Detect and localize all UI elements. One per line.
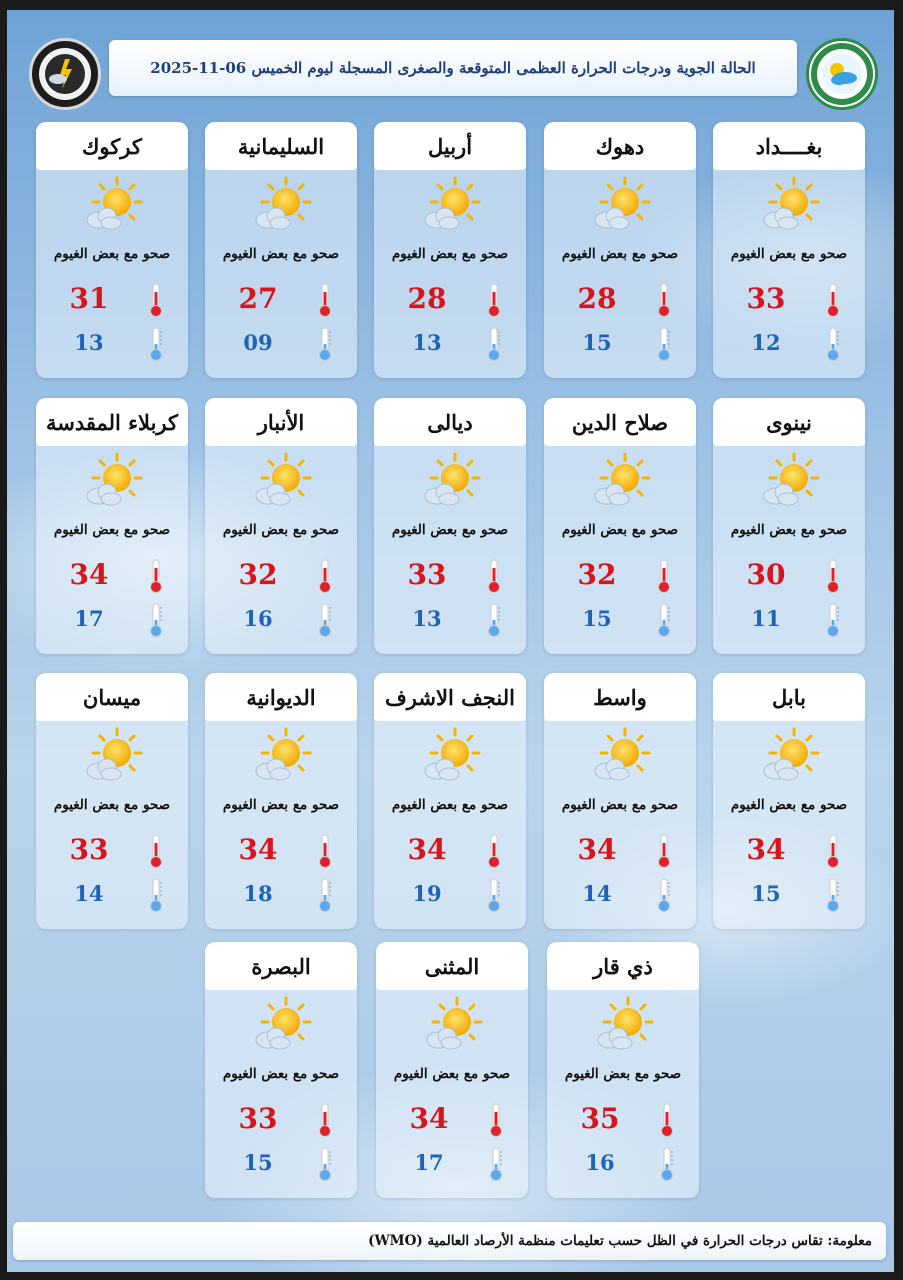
city-name-header xyxy=(376,942,528,990)
partly-cloudy-icon xyxy=(594,996,654,1054)
weather-condition: صحو مع بعض الغيوم xyxy=(53,797,171,813)
thermometer-hot-icon xyxy=(656,558,672,594)
thermometer-cold-icon xyxy=(317,1146,333,1182)
min-temperature: 16 xyxy=(243,606,273,631)
weather-condition: صحو مع بعض الغيوم xyxy=(222,246,340,262)
min-temperature: 13 xyxy=(412,330,442,355)
city-card xyxy=(713,673,865,929)
thermometer-hot-icon xyxy=(317,833,333,869)
max-temperature: 27 xyxy=(238,282,278,315)
city-name-header xyxy=(205,673,357,721)
max-temperature: 34 xyxy=(407,833,447,866)
min-temperature: 17 xyxy=(414,1150,444,1175)
thermometer-cold-icon xyxy=(486,326,502,362)
thermometer-cold-icon xyxy=(488,1146,504,1182)
min-temperature: 16 xyxy=(585,1150,615,1175)
city-name-header xyxy=(374,398,526,446)
weather-condition: صحو مع بعض الغيوم xyxy=(391,522,509,538)
thermometer-cold-icon xyxy=(656,602,672,638)
thermometer-cold-icon xyxy=(656,877,672,913)
city-card xyxy=(36,673,188,929)
weather-condition: صحو مع بعض الغيوم xyxy=(222,522,340,538)
min-temperature: 18 xyxy=(243,881,273,906)
weather-condition: صحو مع بعض الغيوم xyxy=(561,246,679,262)
city-name: السليمانية xyxy=(237,133,325,159)
city-name: الأنبار xyxy=(257,409,305,435)
city-name-header xyxy=(205,122,357,170)
partly-cloudy-icon xyxy=(252,727,312,785)
city-card xyxy=(713,398,865,654)
city-name: صلاح الدين xyxy=(571,409,669,435)
thermometer-hot-icon xyxy=(317,558,333,594)
partly-cloudy-icon xyxy=(83,727,143,785)
info-note-bar xyxy=(13,1222,886,1260)
max-temperature: 33 xyxy=(69,833,109,866)
thermometer-cold-icon xyxy=(486,877,502,913)
city-name: كركوك xyxy=(82,133,142,159)
partly-cloudy-icon xyxy=(252,452,312,510)
city-name-header xyxy=(374,122,526,170)
max-temperature: 34 xyxy=(69,558,109,591)
max-temperature: 34 xyxy=(238,833,278,866)
max-temperature: 28 xyxy=(577,282,617,315)
thermometer-hot-icon xyxy=(486,833,502,869)
min-temperature: 13 xyxy=(412,606,442,631)
city-card xyxy=(374,673,526,929)
city-name-header xyxy=(713,673,865,721)
max-temperature: 35 xyxy=(580,1102,620,1135)
max-temperature: 33 xyxy=(746,282,786,315)
city-name: المثنى xyxy=(424,953,480,979)
partly-cloudy-icon xyxy=(252,176,312,234)
partly-cloudy-icon xyxy=(83,452,143,510)
city-name-header xyxy=(36,673,188,721)
city-card xyxy=(205,398,357,654)
city-name: البصرة xyxy=(251,953,311,979)
city-name-header xyxy=(205,942,357,990)
partly-cloudy-icon xyxy=(760,727,820,785)
weather-condition: صحو مع بعض الغيوم xyxy=(222,797,340,813)
city-name: ميسان xyxy=(82,684,142,710)
min-temperature: 15 xyxy=(751,881,781,906)
thermometer-hot-icon xyxy=(148,833,164,869)
partly-cloudy-icon xyxy=(760,452,820,510)
city-card xyxy=(36,122,188,378)
weather-condition: صحو مع بعض الغيوم xyxy=(730,246,848,262)
city-name: أربيل xyxy=(427,133,473,159)
thermometer-hot-icon xyxy=(656,282,672,318)
city-name: واسط xyxy=(593,684,647,710)
thermometer-cold-icon xyxy=(825,877,841,913)
min-temperature: 12 xyxy=(751,330,781,355)
thermometer-hot-icon xyxy=(317,282,333,318)
city-card xyxy=(205,942,357,1198)
min-temperature: 15 xyxy=(243,1150,273,1175)
city-card xyxy=(205,673,357,929)
city-card xyxy=(205,122,357,378)
city-name: ذي قار xyxy=(593,953,653,979)
weather-condition: صحو مع بعض الغيوم xyxy=(53,246,171,262)
thermometer-cold-icon xyxy=(656,326,672,362)
max-temperature: 33 xyxy=(407,558,447,591)
thermometer-cold-icon xyxy=(659,1146,675,1182)
min-temperature: 11 xyxy=(751,606,781,631)
thermometer-hot-icon xyxy=(486,558,502,594)
min-temperature: 14 xyxy=(74,881,104,906)
max-temperature: 32 xyxy=(238,558,278,591)
weather-condition: صحو مع بعض الغيوم xyxy=(391,797,509,813)
weather-condition: صحو مع بعض الغيوم xyxy=(730,797,848,813)
weather-condition: صحو مع بعض الغيوم xyxy=(391,246,509,262)
thermometer-hot-icon xyxy=(488,1102,504,1138)
meteorological-authority-logo xyxy=(806,38,878,110)
min-temperature: 13 xyxy=(74,330,104,355)
thermometer-hot-icon xyxy=(486,282,502,318)
city-card xyxy=(547,942,699,1198)
partly-cloudy-icon xyxy=(591,727,651,785)
city-name-header xyxy=(713,398,865,446)
partly-cloudy-icon xyxy=(760,176,820,234)
max-temperature: 31 xyxy=(69,282,109,315)
weather-condition: صحو مع بعض الغيوم xyxy=(561,522,679,538)
page-title: الحالة الجوية ودرجات الحرارة العظمى المتوقعة والصغرى المسجلة ليوم الخميس 06-11-2025 xyxy=(150,59,756,77)
partly-cloudy-icon xyxy=(421,176,481,234)
max-temperature: 34 xyxy=(746,833,786,866)
max-temperature: 30 xyxy=(746,558,786,591)
thermometer-cold-icon xyxy=(825,326,841,362)
partly-cloudy-icon xyxy=(421,727,481,785)
weather-condition: صحو مع بعض الغيوم xyxy=(222,1066,340,1082)
city-name-header xyxy=(547,942,699,990)
partly-cloudy-icon xyxy=(423,996,483,1054)
city-name: بغــــداد xyxy=(755,133,823,159)
max-temperature: 34 xyxy=(409,1102,449,1135)
city-card xyxy=(376,942,528,1198)
city-name-header xyxy=(713,122,865,170)
thermometer-cold-icon xyxy=(317,877,333,913)
thermometer-cold-icon xyxy=(148,877,164,913)
city-name-header xyxy=(36,398,188,446)
thermometer-hot-icon xyxy=(656,833,672,869)
thermometer-hot-icon xyxy=(148,282,164,318)
thermometer-cold-icon xyxy=(148,602,164,638)
weather-condition: صحو مع بعض الغيوم xyxy=(561,797,679,813)
partly-cloudy-icon xyxy=(83,176,143,234)
thermometer-hot-icon xyxy=(148,558,164,594)
weather-condition: صحو مع بعض الغيوم xyxy=(53,522,171,538)
min-temperature: 15 xyxy=(582,606,612,631)
city-name-header xyxy=(544,122,696,170)
city-name-header xyxy=(36,122,188,170)
min-temperature: 14 xyxy=(582,881,612,906)
max-temperature: 34 xyxy=(577,833,617,866)
city-card xyxy=(544,673,696,929)
thermometer-hot-icon xyxy=(317,1102,333,1138)
thermometer-hot-icon xyxy=(825,833,841,869)
thermometer-hot-icon xyxy=(659,1102,675,1138)
partly-cloudy-icon xyxy=(591,452,651,510)
weather-condition: صحو مع بعض الغيوم xyxy=(564,1066,682,1082)
weather-condition: صحو مع بعض الغيوم xyxy=(730,522,848,538)
city-name: كربلاء المقدسة xyxy=(45,409,179,435)
partly-cloudy-icon xyxy=(591,176,651,234)
max-temperature: 32 xyxy=(577,558,617,591)
weather-bulletin xyxy=(7,10,894,1272)
partly-cloudy-icon xyxy=(421,452,481,510)
city-card xyxy=(544,398,696,654)
min-temperature: 17 xyxy=(74,606,104,631)
city-name-header xyxy=(374,673,526,721)
bulletin-title-bar xyxy=(109,40,797,96)
city-name-header xyxy=(544,398,696,446)
city-card xyxy=(544,122,696,378)
city-name-header xyxy=(205,398,357,446)
thermometer-hot-icon xyxy=(825,558,841,594)
city-card xyxy=(374,122,526,378)
thermometer-cold-icon xyxy=(825,602,841,638)
city-name-header xyxy=(544,673,696,721)
weather-condition: صحو مع بعض الغيوم xyxy=(393,1066,511,1082)
max-temperature: 33 xyxy=(238,1102,278,1135)
max-temperature: 28 xyxy=(407,282,447,315)
city-card xyxy=(374,398,526,654)
forecast-office-logo xyxy=(29,38,101,110)
thermometer-hot-icon xyxy=(825,282,841,318)
city-name: النجف الاشرف xyxy=(385,684,515,710)
min-temperature: 09 xyxy=(243,330,273,355)
min-temperature: 15 xyxy=(582,330,612,355)
thermometer-cold-icon xyxy=(486,602,502,638)
partly-cloudy-icon xyxy=(252,996,312,1054)
city-name: بابل xyxy=(772,684,806,710)
city-card xyxy=(36,398,188,654)
city-name: ديالى xyxy=(427,409,473,435)
info-note: معلومة: تقاس درجات الحرارة في الظل حسب تعليمات منظمة الأرصاد العالمية (WMO) xyxy=(368,1233,872,1249)
min-temperature: 19 xyxy=(412,881,442,906)
city-name: الديوانية xyxy=(246,684,316,710)
thermometer-cold-icon xyxy=(317,602,333,638)
city-name: دهوك xyxy=(595,133,645,159)
city-name: نينوى xyxy=(766,409,812,435)
thermometer-cold-icon xyxy=(148,326,164,362)
thermometer-cold-icon xyxy=(317,326,333,362)
city-card xyxy=(713,122,865,378)
